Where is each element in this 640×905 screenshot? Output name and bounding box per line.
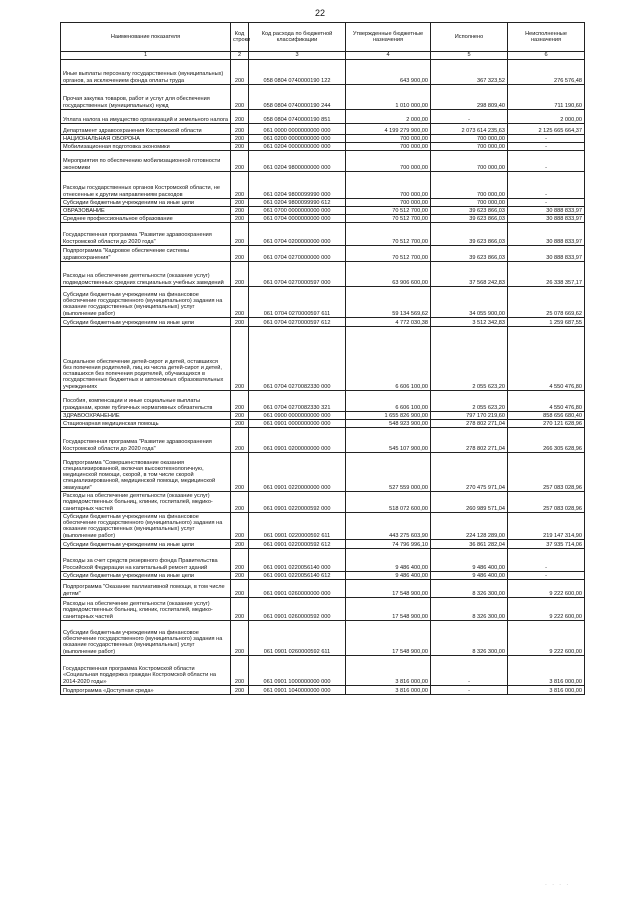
header-executed: Исполнено [431, 23, 508, 52]
table-row [61, 151, 585, 172]
row-executed: 367 323,52 [431, 60, 508, 85]
table-row [61, 287, 585, 318]
table-row [61, 318, 585, 327]
row-executed: 8 326 300,00 [431, 598, 508, 621]
row-approved: 17 548 900,00 [346, 598, 431, 621]
row-approved: 59 134 569,62 [346, 287, 431, 318]
page-number: 22 [314, 8, 325, 18]
row-line-code: 200 [231, 85, 249, 110]
row-executed: 700 000,00 [431, 135, 508, 143]
row-unexecuted: 219 147 314,90 [508, 513, 585, 540]
row-executed: - [431, 656, 508, 686]
row-line-code: 200 [231, 492, 249, 513]
column-index-row [61, 52, 585, 60]
table-row [61, 453, 585, 492]
row-budget-code: 061 0901 0220056140 612 [249, 572, 346, 580]
row-line-code: 200 [231, 223, 249, 246]
row-line-code: 200 [231, 110, 249, 124]
row-unexecuted: 266 305 628,96 [508, 428, 585, 453]
row-unexecuted: 1 259 687,55 [508, 318, 585, 327]
row-line-code: 200 [231, 428, 249, 453]
row-name: Расходы на обеспечение деятельности (оказание услуг) подведомственных больниц, клиник, госпиталей, медико-санитарных частей [61, 492, 231, 513]
row-line-code: 200 [231, 124, 249, 135]
row-name: Иные выплаты персоналу государственных (муниципальных) органов, за исключением фонда оплаты труда [61, 60, 231, 85]
table-row [61, 143, 585, 151]
row-executed: 224 128 289,00 [431, 513, 508, 540]
row-budget-code: 061 0204 9800000000 000 [249, 151, 346, 172]
row-approved: 70 512 700,00 [346, 246, 431, 262]
table-row [61, 262, 585, 287]
row-budget-code: 061 0901 1040000000 000 [249, 686, 346, 695]
row-line-code: 200 [231, 151, 249, 172]
row-name: Подпрограмма «Доступная среда» [61, 686, 231, 695]
table-row [61, 391, 585, 412]
row-approved: 1 010 000,00 [346, 85, 431, 110]
row-name: Стационарная медицинская помощь [61, 420, 231, 428]
table-row [61, 513, 585, 540]
row-approved: 518 072 600,00 [346, 492, 431, 513]
table-row [61, 656, 585, 686]
row-budget-code: 061 0901 0260000000 000 [249, 580, 346, 598]
row-name: Субсидии бюджетным учреждениям на иные цели [61, 318, 231, 327]
row-executed: 797 170 219,60 [431, 412, 508, 420]
row-unexecuted: 2 125 665 664,37 [508, 124, 585, 135]
row-budget-code: 058 0804 0740000190 122 [249, 60, 346, 85]
row-executed: 9 486 400,00 [431, 572, 508, 580]
row-executed: - [431, 110, 508, 124]
row-unexecuted: 9 222 600,00 [508, 621, 585, 656]
row-approved: 700 000,00 [346, 172, 431, 199]
row-approved: 9 486 400,00 [346, 572, 431, 580]
row-budget-code: 061 0901 0220000592 611 [249, 513, 346, 540]
table-row [61, 199, 585, 207]
row-budget-code: 061 0704 0270082330 321 [249, 391, 346, 412]
row-line-code: 200 [231, 453, 249, 492]
row-executed: 8 326 300,00 [431, 621, 508, 656]
row-approved: 17 548 900,00 [346, 621, 431, 656]
row-line-code: 200 [231, 318, 249, 327]
row-budget-code: 061 0901 1000000000 000 [249, 656, 346, 686]
table-row [61, 412, 585, 420]
row-unexecuted: - [508, 143, 585, 151]
row-line-code: 200 [231, 686, 249, 695]
table-body [61, 60, 585, 695]
row-budget-code: 061 0900 0000000000 000 [249, 412, 346, 420]
row-name: Субсидии бюджетным учреждениям на иные цели [61, 199, 231, 207]
row-name: Субсидии бюджетным учреждениям на финансовое обеспечение государственного (муниципального) задания на оказание государственных (муниципальных) услуг (выполнение работ) [61, 621, 231, 656]
row-line-code: 200 [231, 287, 249, 318]
row-approved: 6 606 100,00 [346, 327, 431, 391]
row-approved: 4 772 030,38 [346, 318, 431, 327]
row-unexecuted: 3 816 000,00 [508, 686, 585, 695]
table-row [61, 172, 585, 199]
row-approved: 643 900,00 [346, 60, 431, 85]
row-line-code: 200 [231, 656, 249, 686]
row-budget-code: 061 0704 0270082330 000 [249, 327, 346, 391]
row-executed: 278 802 271,04 [431, 420, 508, 428]
row-executed: 2 073 614 235,63 [431, 124, 508, 135]
table-row [61, 135, 585, 143]
row-name: Прочая закупка товаров, работ и услуг для обеспечения государственных (муниципальных) нужд [61, 85, 231, 110]
header-budget-code: Код расхода по бюджетной классификации [249, 23, 346, 52]
row-unexecuted: 2 000,00 [508, 110, 585, 124]
row-approved: 4 199 279 900,00 [346, 124, 431, 135]
row-executed: 9 486 400,00 [431, 549, 508, 572]
row-approved: 3 816 000,00 [346, 686, 431, 695]
row-executed: 700 000,00 [431, 151, 508, 172]
row-approved: 74 796 996,10 [346, 540, 431, 549]
row-unexecuted: 276 576,48 [508, 60, 585, 85]
row-approved: 2 000,00 [346, 110, 431, 124]
row-approved: 700 000,00 [346, 143, 431, 151]
row-executed: 260 989 571,04 [431, 492, 508, 513]
table-row [61, 85, 585, 110]
header-unexecuted: Неисполненные назначения [508, 23, 585, 52]
table-row [61, 124, 585, 135]
row-approved: 1 655 826 900,00 [346, 412, 431, 420]
row-unexecuted: - [508, 151, 585, 172]
row-line-code: 200 [231, 207, 249, 215]
row-approved: 70 512 700,00 [346, 215, 431, 223]
column-index: 6 [508, 52, 585, 60]
row-line-code: 200 [231, 391, 249, 412]
row-unexecuted: - [508, 135, 585, 143]
row-executed: 2 055 623,20 [431, 327, 508, 391]
column-index: 4 [346, 52, 431, 60]
row-line-code: 200 [231, 143, 249, 151]
row-name: ЗДРАВООХРАНЕНИЕ [61, 412, 231, 420]
row-line-code: 200 [231, 327, 249, 391]
row-budget-code: 061 0704 0270000597 612 [249, 318, 346, 327]
table-row [61, 60, 585, 85]
row-line-code: 200 [231, 540, 249, 549]
row-line-code: 200 [231, 598, 249, 621]
row-executed: 39 623 866,03 [431, 207, 508, 215]
row-executed: 700 000,00 [431, 172, 508, 199]
row-executed: 700 000,00 [431, 143, 508, 151]
row-budget-code: 061 0901 0220000592 612 [249, 540, 346, 549]
row-unexecuted: - [508, 549, 585, 572]
row-executed: 39 623 866,03 [431, 215, 508, 223]
table-row [61, 572, 585, 580]
row-budget-code: 061 0204 9800099990 612 [249, 199, 346, 207]
row-line-code: 200 [231, 246, 249, 262]
row-approved: 700 000,00 [346, 199, 431, 207]
row-line-code: 200 [231, 199, 249, 207]
scan-mark: · · · · [545, 882, 570, 888]
row-line-code: 200 [231, 549, 249, 572]
header-line-code: Код строки [231, 23, 249, 52]
row-line-code: 200 [231, 135, 249, 143]
row-name: Социальное обеспечение детей-сирот и детей, оставшихся без попечения родителей, лиц из числа детей-сирот и детей, оставшихся без попечения родителей, обучающихся в государственных бюджетных и автономных образовательных учреждениях [61, 327, 231, 391]
row-name: Мероприятия по обеспечению мобилизационной готовности экономики [61, 151, 231, 172]
row-name: НАЦИОНАЛЬНАЯ ОБОРОНА [61, 135, 231, 143]
table-row [61, 420, 585, 428]
table-row [61, 223, 585, 246]
row-budget-code: 061 0704 0000000000 000 [249, 215, 346, 223]
row-unexecuted: 30 888 833,97 [508, 215, 585, 223]
table-header-row [61, 23, 585, 52]
row-executed: 3 512 342,83 [431, 318, 508, 327]
row-line-code: 200 [231, 60, 249, 85]
table-row [61, 549, 585, 572]
row-budget-code: 061 0901 0200000000 000 [249, 428, 346, 453]
row-budget-code: 061 0704 0270000597 000 [249, 262, 346, 287]
row-executed: 36 861 282,04 [431, 540, 508, 549]
row-budget-code: 058 0804 0740000190 244 [249, 85, 346, 110]
table-row [61, 598, 585, 621]
row-name: Субсидии бюджетным учреждениям на иные цели [61, 540, 231, 549]
row-name: Государственная программа "Развитие здравоохранения Костромской области до 2020 года" [61, 428, 231, 453]
table-row [61, 207, 585, 215]
row-approved: 70 512 700,00 [346, 207, 431, 215]
row-name: Расходы на обеспечение деятельности (оказание услуг) подведомственных больниц, клиник, госпиталей, медико-санитарных частей [61, 598, 231, 621]
row-budget-code: 058 0804 0740000190 851 [249, 110, 346, 124]
row-budget-code: 061 0901 0000000000 000 [249, 420, 346, 428]
row-unexecuted: 257 083 028,96 [508, 453, 585, 492]
row-executed: 270 475 971,04 [431, 453, 508, 492]
column-index: 5 [431, 52, 508, 60]
row-line-code: 200 [231, 420, 249, 428]
row-budget-code: 061 0901 0220000592 000 [249, 492, 346, 513]
row-approved: 63 906 600,00 [346, 262, 431, 287]
row-budget-code: 061 0200 0000000000 000 [249, 135, 346, 143]
row-unexecuted: 30 888 833,97 [508, 207, 585, 215]
row-line-code: 200 [231, 172, 249, 199]
table-row [61, 428, 585, 453]
row-approved: 70 512 700,00 [346, 223, 431, 246]
row-approved: 527 559 000,00 [346, 453, 431, 492]
row-executed: 278 802 271,04 [431, 428, 508, 453]
row-unexecuted: 4 550 476,80 [508, 327, 585, 391]
row-unexecuted: 4 550 476,80 [508, 391, 585, 412]
table-row [61, 215, 585, 223]
table-row [61, 580, 585, 598]
row-name: Подпрограмма "Кадровое обеспечение системы здравоохранения" [61, 246, 231, 262]
header-name: Наименование показателя [61, 23, 231, 52]
row-unexecuted: 858 656 680,40 [508, 412, 585, 420]
row-name: Субсидии бюджетным учреждениям на финансовое обеспечение государственного (муниципального) задания на оказание государственных (муниципальных) услуг (выполнение работ) [61, 513, 231, 540]
budget-execution-table [60, 22, 585, 695]
row-executed: - [431, 686, 508, 695]
row-unexecuted: 25 078 669,62 [508, 287, 585, 318]
row-budget-code: 061 0700 0000000000 000 [249, 207, 346, 215]
table-row [61, 327, 585, 391]
row-name: Подпрограмма "Оказание паллиативной помощи, в том числе детям" [61, 580, 231, 598]
row-unexecuted: 9 222 600,00 [508, 580, 585, 598]
column-index: 1 [61, 52, 231, 60]
row-unexecuted: 9 222 600,00 [508, 598, 585, 621]
table-row [61, 110, 585, 124]
row-budget-code: 061 0901 0260000592 611 [249, 621, 346, 656]
row-name: Среднее профессиональное образование [61, 215, 231, 223]
row-executed: 39 623 866,03 [431, 223, 508, 246]
row-unexecuted: 711 190,60 [508, 85, 585, 110]
table-row [61, 246, 585, 262]
row-name: Мобилизационная подготовка экономики [61, 143, 231, 151]
row-budget-code: 061 0204 0000000000 000 [249, 143, 346, 151]
row-executed: 298 809,40 [431, 85, 508, 110]
row-approved: 6 606 100,00 [346, 391, 431, 412]
row-unexecuted: - [508, 572, 585, 580]
row-budget-code: 061 0000 0000000000 000 [249, 124, 346, 135]
row-approved: 700 000,00 [346, 151, 431, 172]
column-index: 3 [249, 52, 346, 60]
row-unexecuted: 257 083 028,96 [508, 492, 585, 513]
row-unexecuted: - [508, 199, 585, 207]
row-executed: 34 055 900,00 [431, 287, 508, 318]
row-budget-code: 061 0901 0220056140 000 [249, 549, 346, 572]
row-name: Расходы на обеспечение деятельности (оказание услуг) подведомственных средних специальных учебных заведений [61, 262, 231, 287]
row-unexecuted: 37 935 714,06 [508, 540, 585, 549]
row-line-code: 200 [231, 572, 249, 580]
row-budget-code: 061 0704 0200000000 000 [249, 223, 346, 246]
row-unexecuted: 3 816 000,00 [508, 656, 585, 686]
row-line-code: 200 [231, 513, 249, 540]
row-approved: 443 275 603,90 [346, 513, 431, 540]
row-name: Пособия, компенсации и иные социальные выплаты гражданам, кроме публичных нормативных обязательств [61, 391, 231, 412]
row-name: Субсидии бюджетным учреждениям на финансовое обеспечение государственного (муниципального) задания на оказание государственных (муниципальных) услуг (выполнение работ) [61, 287, 231, 318]
row-line-code: 200 [231, 262, 249, 287]
row-approved: 545 107 900,00 [346, 428, 431, 453]
table-row [61, 686, 585, 695]
row-approved: 3 816 000,00 [346, 656, 431, 686]
row-budget-code: 061 0204 9800099990 000 [249, 172, 346, 199]
row-name: Подпрограмма "Совершенствование оказания специализированной, включая высокотехнологичную, медицинской помощи, скорой, в том числе скорой специализированной, медицинской помощи, медицинской эвакуации" [61, 453, 231, 492]
table-row [61, 621, 585, 656]
row-unexecuted: 30 888 833,97 [508, 246, 585, 262]
header-approved: Утвержденные бюджетные назначения [346, 23, 431, 52]
row-executed: 8 326 300,00 [431, 580, 508, 598]
row-executed: 37 568 242,83 [431, 262, 508, 287]
row-unexecuted: 30 888 833,97 [508, 223, 585, 246]
row-name: Уплата налога на имущество организаций и земельного налога [61, 110, 231, 124]
row-name: Государственная программа "Развитие здравоохранения Костромской области до 2020 года" [61, 223, 231, 246]
row-name: Субсидии бюджетным учреждениям на иные цели [61, 572, 231, 580]
row-name: Расходы государственных органов Костромской области, не отнесенные к другим направлениям расходов [61, 172, 231, 199]
table-row [61, 540, 585, 549]
row-name: Департамент здравоохранения Костромской области [61, 124, 231, 135]
row-approved: 548 923 900,00 [346, 420, 431, 428]
row-budget-code: 061 0901 0260000592 000 [249, 598, 346, 621]
column-index: 2 [231, 52, 249, 60]
row-executed: 39 623 866,03 [431, 246, 508, 262]
row-unexecuted: 26 338 357,17 [508, 262, 585, 287]
row-executed: 700 000,00 [431, 199, 508, 207]
row-unexecuted: 270 121 628,96 [508, 420, 585, 428]
row-approved: 9 486 400,00 [346, 549, 431, 572]
table-row [61, 492, 585, 513]
row-budget-code: 061 0901 0220000000 000 [249, 453, 346, 492]
row-line-code: 200 [231, 215, 249, 223]
row-approved: 700 000,00 [346, 135, 431, 143]
row-name: ОБРАЗОВАНИЕ [61, 207, 231, 215]
row-line-code: 200 [231, 412, 249, 420]
row-budget-code: 061 0704 0270000000 000 [249, 246, 346, 262]
row-budget-code: 061 0704 0270000597 611 [249, 287, 346, 318]
row-approved: 17 548 900,00 [346, 580, 431, 598]
row-unexecuted: - [508, 172, 585, 199]
row-name: Расходы за счет средств резервного фонда Правительства Российской Федерации на капитальный ремонт зданий [61, 549, 231, 572]
row-line-code: 200 [231, 621, 249, 656]
row-line-code: 200 [231, 580, 249, 598]
row-name: Государственная программа Костромской области «Социальная поддержка граждан Костромской области на 2014-2020 годы» [61, 656, 231, 686]
row-executed: 2 055 623,20 [431, 391, 508, 412]
